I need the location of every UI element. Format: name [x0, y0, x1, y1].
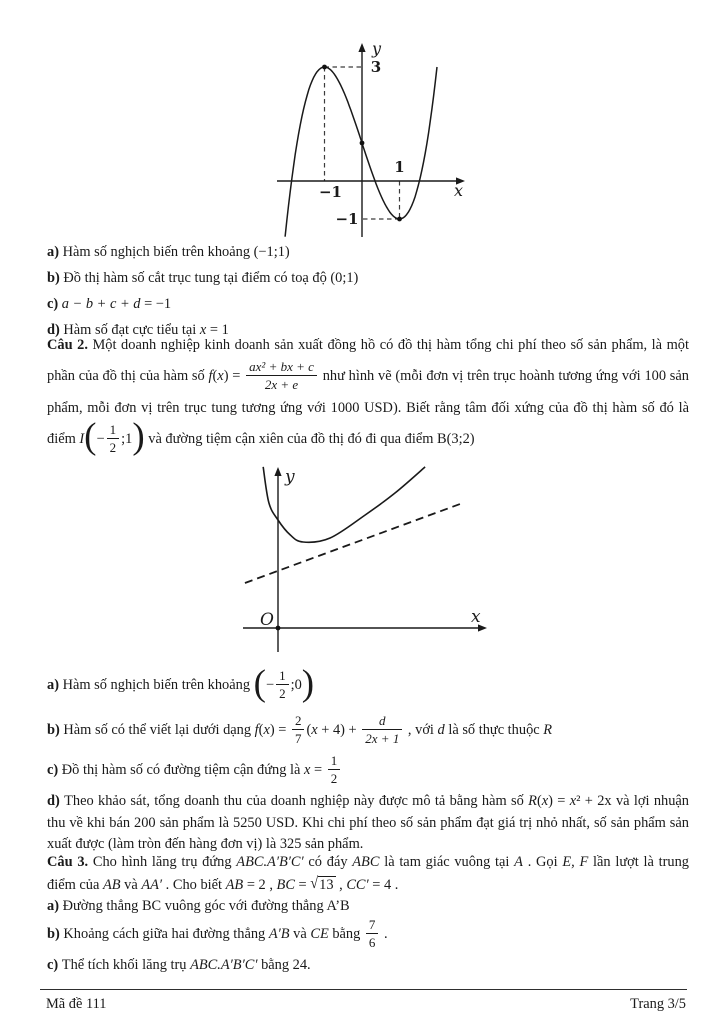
x-axis-label: x	[454, 181, 464, 200]
text-run: .	[380, 926, 388, 942]
q1-option-b	[47, 265, 689, 291]
text-run: ;0	[290, 677, 302, 693]
text-run: d)	[47, 322, 64, 338]
text-run: x	[304, 762, 311, 778]
text-run: Đồ thị hàm số cắt trục tung tại điểm có toạ độ	[63, 270, 331, 286]
origin-label: O	[260, 610, 274, 630]
text-run: = −1	[140, 296, 172, 312]
text-run: và đường tiệm cận xiên của đồ thị đó đi qua điểm B(3;2)	[144, 430, 475, 447]
text-run: AB	[102, 876, 121, 893]
text-run: + 4) +	[317, 722, 361, 738]
footer-divider	[40, 989, 687, 990]
text-run: = 1	[206, 322, 229, 338]
text-run: ,	[335, 876, 347, 893]
text-run: CE	[310, 926, 329, 942]
text-run: Cho hình lăng trụ đứng	[88, 854, 237, 870]
fraction-denominator: 2	[279, 686, 286, 702]
text-run: Theo khảo sát, tổng doanh thu của doanh nghiệp này được mô tả bằng hàm số	[64, 793, 529, 809]
page-footer	[40, 992, 687, 1016]
text-run: ABC.A′B′C′	[190, 957, 258, 973]
text-run: lần lượt là trung điểm của	[47, 854, 689, 893]
text-run: d)	[47, 793, 65, 809]
inline-fraction	[246, 359, 317, 393]
text-run: AA′	[141, 876, 163, 893]
q3-option-b	[47, 916, 689, 952]
q1-option-a	[47, 239, 689, 265]
text-run: bằng	[328, 926, 364, 942]
text-run: . Cho biết	[162, 876, 226, 893]
tall-parenthesis: )	[301, 662, 315, 704]
text-run: , với	[404, 722, 438, 738]
q3-option-a	[47, 896, 689, 916]
x-axis-label: x	[471, 607, 481, 627]
q2-option-d	[47, 791, 689, 856]
x-tick-1: 1	[394, 158, 405, 176]
text-run: AB	[225, 876, 244, 893]
text-run: Hàm số nghịch biến trên khoảng	[62, 244, 254, 260]
inline-fraction	[107, 422, 120, 456]
inline-square-root	[310, 874, 335, 893]
tall-parenthesis: )	[132, 416, 145, 458]
text-run: = 2 ,	[243, 876, 277, 893]
text-run: Thể tích khối lăng trụ	[61, 957, 191, 973]
text-run: như hình vẽ (mỗi đơn vị trên trục hoành tương ứng với 100 sản phẩm, mỗi đơn vị trên trục tung tương ứng với 1000 USD). Biết rằng tâm đối xứng của đồ thị hàm số đó là điểm	[47, 368, 689, 447]
text-run: Hàm số có thể viết lại dưới dạng	[63, 722, 255, 738]
inline-fraction	[328, 753, 341, 787]
text-run: ) =	[269, 722, 290, 738]
text-run: R	[543, 722, 553, 738]
text-run: f	[208, 368, 213, 385]
text-run: =	[294, 876, 311, 893]
cubic-function-graph	[270, 38, 470, 240]
fraction-numerator: 1	[276, 668, 289, 685]
text-run: E, F	[562, 854, 589, 870]
text-run: x	[263, 722, 270, 738]
y-axis-arrow	[274, 467, 281, 476]
text-run: Một doanh nghiệp kinh doanh sản xuất đồng hồ có đồ thị hàm tổng chi phí theo số sản phẩm, là một phần của đồ thị của hàm số	[47, 337, 690, 385]
y-axis-label: y	[285, 467, 295, 487]
text-run: x	[569, 793, 577, 809]
text-run: b)	[47, 722, 64, 738]
text-run: c)	[47, 296, 62, 312]
marked-point	[397, 217, 402, 222]
text-run: x	[541, 793, 549, 809]
y-tick-3: 3	[370, 58, 382, 76]
text-run: d	[437, 722, 445, 738]
text-run: a)	[47, 677, 63, 693]
text-run: (	[306, 722, 312, 738]
text-run: BC	[276, 876, 295, 893]
tall-parenthesis: (	[84, 416, 97, 458]
text-run: CC′	[346, 876, 369, 893]
text-run: b)	[47, 926, 64, 942]
text-run: a − b + c + d	[61, 296, 141, 312]
text-run: ² + 2x và lợi nhuận thu về khi bán 200 sản phẩm là 5250 USD. Khi chi phí theo số sản phẩm đạt giá trị nhỏ nhất, số sản phẩm sản xuất được (làm tròn đến hàng đơn vị) là 325 sản phẩm.	[47, 793, 689, 852]
fraction-denominator: 2x + 1	[365, 731, 400, 747]
question3-statement	[47, 851, 689, 896]
y-axis-label: y	[372, 39, 382, 58]
fraction-numerator: 1	[328, 753, 341, 770]
text-run: Hàm số đạt cực tiểu tại	[63, 322, 200, 338]
inline-fraction	[362, 713, 402, 747]
q1-option-c	[47, 291, 689, 317]
text-run: =	[310, 762, 326, 778]
fraction-numerator: 2	[292, 713, 305, 730]
marked-point	[360, 141, 365, 146]
fraction-numerator: ax² + bx + c	[246, 359, 317, 376]
radical-sign: √	[310, 874, 319, 893]
text-run: I	[79, 430, 85, 447]
text-run: và	[120, 876, 142, 893]
q3-option-c	[47, 952, 689, 978]
text-run: b)	[47, 270, 64, 286]
rational-cost-graph	[235, 455, 500, 660]
inline-fraction	[366, 917, 379, 951]
text-run: ABC	[352, 854, 380, 870]
text-run: Hàm số nghịch biến trên khoảng	[62, 677, 254, 693]
fraction-denominator: 2x + e	[264, 377, 299, 393]
text-run: R	[528, 793, 537, 809]
text-run: Đường thẳng BC vuông góc với đường thẳng A’B	[62, 898, 350, 914]
text-run: (	[536, 793, 542, 809]
text-run: A′B	[268, 926, 290, 942]
page-number: Trang 3/5	[630, 996, 686, 1012]
fraction-numerator: 1	[107, 422, 120, 439]
text-run: là số thực thuộc	[444, 722, 544, 738]
text-run: ) =	[548, 793, 570, 809]
text-run: là tam giác vuông tại	[379, 854, 515, 870]
text-run: ABC.A′B′C′	[236, 854, 304, 870]
y-tick-neg1: −1	[335, 210, 359, 228]
question2-options	[47, 662, 689, 856]
fraction-denominator: 2	[109, 439, 117, 455]
origin-point	[276, 626, 281, 631]
text-run: Đồ thị hàm số có đường tiệm cận đứng là	[61, 762, 305, 778]
tall-parenthesis: (	[253, 662, 266, 704]
text-run: x	[311, 722, 318, 738]
text-run: = 4 .	[368, 876, 399, 893]
text-run: ;1	[121, 430, 133, 447]
text-run: −	[96, 430, 105, 447]
fraction-denominator: 2	[330, 771, 338, 787]
question3-options	[47, 896, 689, 978]
exam-code: Mã đề 111	[46, 996, 107, 1012]
text-run: và	[289, 926, 311, 942]
text-run: c)	[47, 957, 62, 973]
text-run: c)	[47, 762, 62, 778]
q2-option-a	[47, 662, 689, 708]
inline-fraction	[292, 713, 305, 747]
text-run: (−1;1)	[253, 244, 290, 260]
marked-point	[322, 65, 327, 70]
text-run: x	[199, 322, 207, 338]
text-run: bằng 24.	[257, 957, 311, 973]
text-run: a)	[47, 244, 63, 260]
text-run: có đáy	[303, 854, 353, 870]
q2-option-b	[47, 708, 689, 752]
text-run: Câu 2.	[47, 337, 88, 353]
fraction-denominator: 6	[368, 935, 376, 951]
text-run: f	[254, 722, 259, 738]
text-run: x	[217, 368, 224, 385]
x-tick-neg1: −1	[318, 183, 343, 201]
fraction-numerator: d	[362, 713, 402, 730]
fraction-denominator: 7	[294, 731, 302, 747]
fraction-numerator: 7	[366, 917, 379, 934]
text-run: A	[514, 854, 523, 870]
text-run: Câu 3.	[47, 854, 89, 870]
text-run: −	[265, 677, 275, 693]
text-run: (0;1)	[330, 270, 359, 286]
text-run: ) =	[223, 368, 245, 385]
text-run: (	[258, 722, 264, 738]
question2-statement	[47, 331, 689, 456]
y-axis-arrow	[358, 43, 365, 52]
question1-options	[47, 239, 689, 343]
text-run: . Gọi	[522, 854, 563, 870]
inline-fraction	[276, 668, 289, 702]
q2-option-c	[47, 752, 689, 788]
text-run: a)	[47, 898, 63, 914]
text-run: Khoảng cách giữa hai đường thẳng	[63, 926, 269, 942]
cubic-curve	[285, 67, 437, 237]
radicand: 13	[319, 876, 334, 893]
text-run: (	[212, 368, 218, 385]
